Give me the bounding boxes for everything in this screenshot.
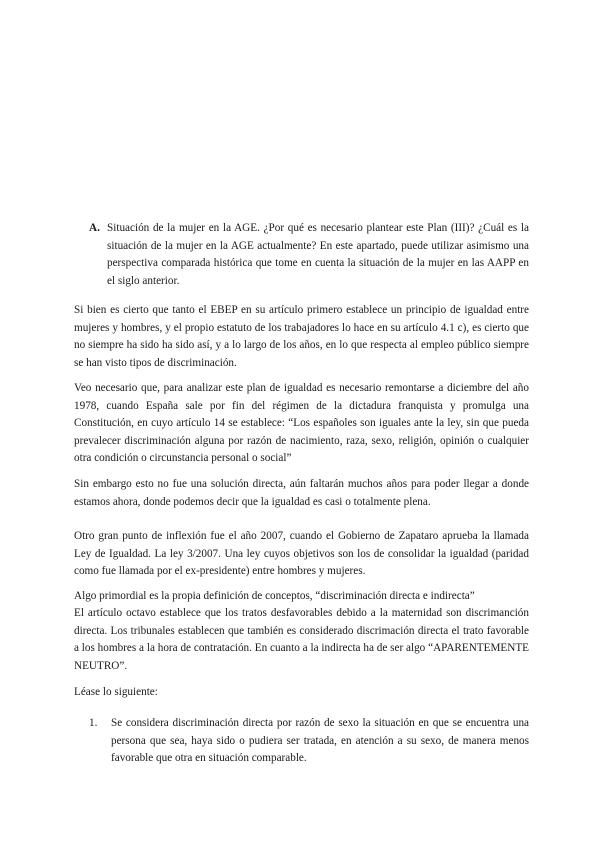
- paragraph-ebep: Si bien es cierto que tanto el EBEP en su artículo primero establece un principio de igualdad entre mujeres y hombres, y el propio estatuto de los trabajadores lo hace en su artículo 4.1 c), es cierto que no siempre ha sido ha sido así, y a lo largo de los años, en lo que respecta al empleo público siempre se han visto tipos de discriminación.: [74, 304, 529, 369]
- list-item-number: 1.: [89, 717, 98, 729]
- list-item: [89, 715, 529, 768]
- paragraph-definicion-title: Algo primordial es la propia definición de conceptos, “discriminación directa e indirecta”: [74, 590, 475, 602]
- list-item-text: Se considera discriminación directa por razón de sexo la situación en que se encuentra una persona que sea, haya sido o pudiera ser tratada, en atención a su sexo, de manera menos favorable que otra en situación comparable.: [111, 717, 529, 764]
- section-a-marker: A.: [89, 222, 100, 234]
- paragraph-lease: Léase lo siguiente:: [74, 686, 158, 698]
- section-a-text: Situación de la mujer en la AGE. ¿Por qué es necesario plantear este Plan (III)? ¿Cuál es la situación de la mujer en la AGE actualmente? En este apartado, puede utilizar asimismo una perspectiva comparada histórica que tome en cuenta la situación de la mujer en las AAPP en el siglo anterior.: [107, 222, 529, 287]
- paragraph-articulo-octavo: El artículo octavo establece que los tratos desfavorables debido a la maternidad son discrimanción directa. Los tribunales establecen que también es considerado discrimación directa el trato favorable a los hombres a la hora de contratación. En cuanto a la indirecta ha de ser algo “APARENTEMENTE NEUTRO”.: [74, 607, 529, 672]
- section-a-heading: [89, 220, 529, 290]
- paragraph-ley-igualdad: Otro gran punto de inflexión fue el año 2007, cuando el Gobierno de Zapataro aprueba la llamada Ley de Igualdad. La ley 3/2007. Una ley cuyos objetivos son los de consolidar la igualdad (paridad como fue llamada por el ex-presidente) entre hombres y mujeres.: [74, 530, 529, 577]
- paragraph-sin-embargo: Sin embargo esto no fue una solución directa, aún faltarán muchos años para poder llegar a donde estamos ahora, donde podemos decir que la igualdad es casi o totalmente plena.: [74, 478, 529, 508]
- paragraph-constitucion: Veo necesario que, para analizar este plan de igualdad es necesario remontarse a diciembre del año 1978, cuando España sale por fin del régimen de la dictadura franquista y promulga una Constitución, en cuyo artículo 14 se establece: “Los españoles son iguales ante la ley, sin que pueda prevalecer discriminación alguna por razón de nacimiento, raza, sexo, religión, opinión o cualquier otra condición o circunstancia personal o social”: [74, 382, 529, 464]
